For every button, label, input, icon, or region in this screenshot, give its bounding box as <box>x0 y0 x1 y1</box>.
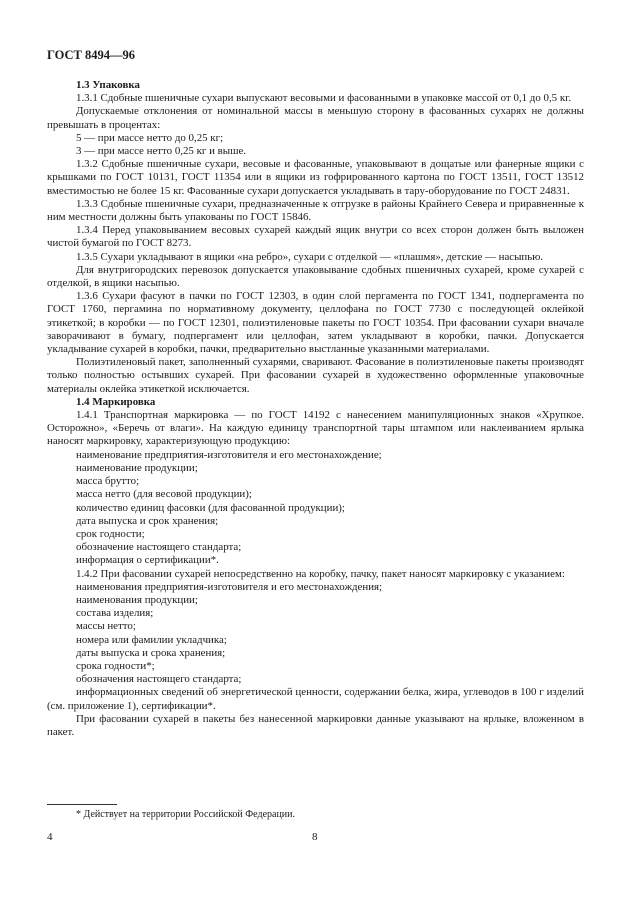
list-item: массы нетто; <box>76 620 136 633</box>
list-item: масса нетто (для весовой продукции); <box>76 488 252 501</box>
paragraph-1-3-3: 1.3.3 Сдобные пшеничные сухари, предназначенные к отгрузке в районы Крайнего Севера и приравненные к ним местности должны быть упакованы по ГОСТ 15846. <box>47 197 584 224</box>
paragraph-1-3-5: 1.3.5 Сухари укладывают в ящики «на ребро», сухари с отделкой — «плашмя», детские — насыпью. <box>76 250 544 263</box>
list-item: масса брутто; <box>76 475 140 488</box>
list-item: обозначение настоящего стандарта; <box>76 541 242 554</box>
document-header: ГОСТ 8494—96 <box>47 48 136 62</box>
list-item: номера или фамилии укладчика; <box>76 633 227 646</box>
paragraph-1-3-6: 1.3.6 Сухари фасуют в пачки по ГОСТ 12303, в один слой пергамента по ГОСТ 1341, подпергамента по ГОСТ 1760, пергамина по нормативному документу, целлофана по ГОСТ 7730 с последующей оклейкой этикеткой; в коробки — по ГОСТ 12301, полиэтиленовые пакеты по ГОСТ 10354. При фасовании сухари вначале заворачивают в бумагу, подпергамент или целлофан, затем укладывают в коробки, пачки. Допускается укладывание сухарей в коробки, пачки, предварительно выстланные указанными материалами. <box>47 290 584 356</box>
footnote-divider <box>47 804 117 805</box>
list-item: наименование продукции; <box>76 461 198 474</box>
list-item: даты выпуска и срока хранения; <box>76 646 226 659</box>
deviation-item: 5 — при массе нетто до 0,25 кг; <box>76 131 224 144</box>
page-number-left: 4 <box>47 831 53 843</box>
list-item: дата выпуска и срок хранения; <box>76 514 219 527</box>
paragraph-1-4-2: 1.4.2 При фасовании сухарей непосредственно на коробку, пачку, пакет наносят маркировку с указанием: <box>76 567 565 580</box>
page-number-center: 8 <box>312 831 318 843</box>
list-item: состава изделия; <box>76 607 154 620</box>
deviation-item: 3 — при массе нетто 0,25 кг и выше. <box>76 145 247 158</box>
paragraph-polyethylene: Полиэтиленовый пакет, заполненный сухарями, сваривают. Фасование в полиэтиленовые пакеты производят только полностью остывших сухарей. При фасовании сухарей в художественно оформленные упаковочные материалы оклейка этикеткой исключается. <box>47 356 584 395</box>
section-heading-packaging: 1.3 Упаковка <box>76 79 140 91</box>
list-item: наименования предприятия-изготовителя и его местонахождения; <box>76 580 383 593</box>
footnote: * Действует на территории Российской Федерации. <box>76 809 295 820</box>
list-item: количество единиц фасовки (для фасованной продукции); <box>76 501 345 514</box>
list-item: срока годности*; <box>76 659 155 672</box>
paragraph-energy-info: информационных сведений об энергетической ценности, содержании белка, жира, углеводов в 100 г изделий (см. приложение 1), сертификации*. <box>47 686 584 712</box>
list-item: обозначения настоящего стандарта; <box>76 673 242 686</box>
list-item: наименование предприятия-изготовителя и его местонахождение; <box>76 448 382 461</box>
list-item: срок годности; <box>76 527 145 540</box>
paragraph-deviations: Допускаемые отклонения от номинальной массы в меньшую сторону в фасованных сухарях не должны превышать в процентах: <box>47 105 584 131</box>
paragraph-1-3-2: 1.3.2 Сдобные пшеничные сухари, весовые и фасованные, упаковывают в дощатые или фанерные ящики с крышками по ГОСТ 10131, ГОСТ 11354 или в ящики из гофрированного картона по ГОСТ 13511, ГОСТ 13512 вместимостью не более 15 кг. Фасованные сухари допускается укладывать в тару-оборудование по ГОСТ 24831. <box>47 158 584 197</box>
paragraph-1-4-1: 1.4.1 Транспортная маркировка — по ГОСТ 14192 с нанесением манипуляционных знаков «Хрупкое. Осторожно», «Беречь от влаги». На каждую единицу транспортной тары штампом или наклеиванием ярлыка наносят маркировку, характеризующую продукцию: <box>47 409 584 448</box>
document-body <box>47 79 584 739</box>
list-item: информация о сертификации*. <box>76 554 219 567</box>
paragraph-bags: При фасовании сухарей в пакеты без нанесенной маркировки данные указывают на ярлыке, вложенном в пакет. <box>47 712 584 738</box>
section-heading-marking: 1.4 Маркировка <box>76 395 156 408</box>
paragraph-city-transport: Для внутригородских перевозок допускается упаковывание сдобных пшеничных сухарей, кроме сухарей с отделкой, в ящики насыпью. <box>47 263 584 290</box>
paragraph-1-3-1: 1.3.1 Сдобные пшеничные сухари выпускают весовыми и фасованными в упаковке массой от 0,1 до 0,5 кг. <box>76 92 572 105</box>
paragraph-1-3-4: 1.3.4 Перед упаковыванием весовых сухарей каждый ящик внутри со всех сторон должен быть выложен чистой бумагой по ГОСТ 8273. <box>47 224 584 250</box>
list-item: наименования продукции; <box>76 593 198 606</box>
